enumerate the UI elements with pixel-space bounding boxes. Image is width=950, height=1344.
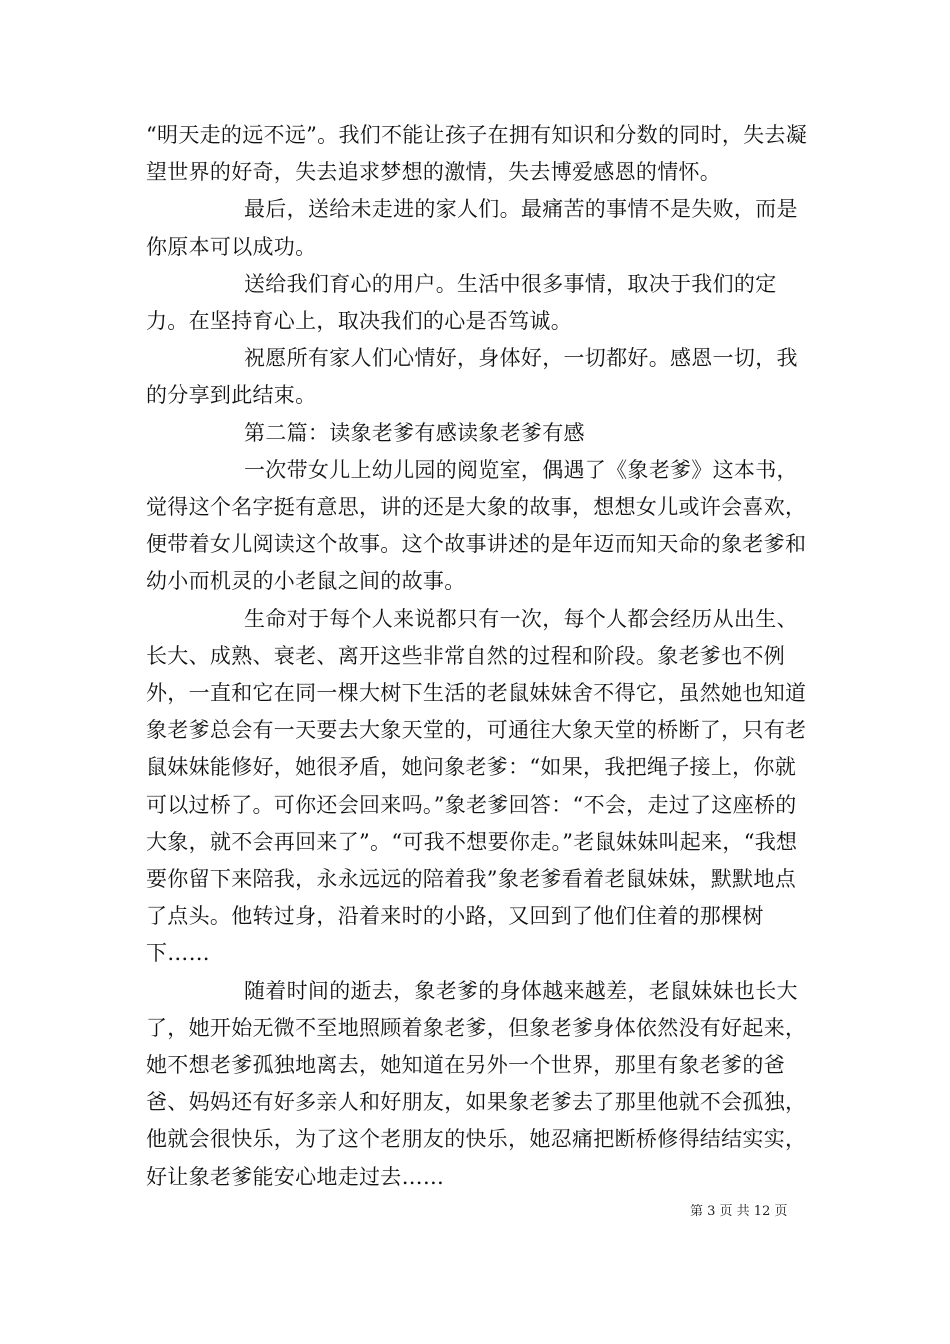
paragraph: 送给我们育心的用户。生活中很多事情，取决于我们的定力。在坚持育心上，取决我们的心是否笃诚。 [146,271,777,334]
paragraph: 最后，送给未走进的家人们。最痛苦的事情不是失败，而是你原本可以成功。 [146,197,798,259]
paragraph: 一次带女儿上幼儿园的阅览室，偶遇了《象老爹》这本书，觉得这个名字挺有意思，讲的还是大象的故事，想想女儿或许会喜欢，便带着女儿阅读这个故事。这个故事讲述的是年迈而知天命的象老爹和幼小而机灵的小老鼠之间的故事。 [146,457,807,594]
page-footer: 第 3 页 共 12 页 [690,1204,788,1219]
paragraph: 祝愿所有家人们心情好，身体好，一切都好。感恩一切，我的分享到此结束。 [146,346,798,408]
section-heading: 第二篇：读象老爹有感读象老爹有感 [244,420,585,445]
document-body [146,117,811,1196]
paragraph: 随着时间的逝去，象老爹的身体越来越差，老鼠妹妹也长大了，她开始无微不至地照顾着象老爹，但象老爹身体依然没有好起来，她不想老爹孤独地离去，她知道在另外一个世界，那里有象老爹的爸爸、妈妈还有好多亲人和好朋友，如果象老爹去了那里他就不会孤独，他就会很快乐，为了这个老朋友的快乐，她忍痛把断桥修得结结实实，好让象老爹能安心地走过去…… [146,978,807,1189]
paragraph: 生命对于每个人来说都只有一次，每个人都会经历从出生、长大、成熟、衰老、离开这些非常自然的过程和阶段。象老爹也不例外，一直和它在同一棵大树下生活的老鼠妹妹舍不得它，虽然她也知道象老爹总会有一天要去大象天堂的，可通往大象天堂的桥断了，只有老鼠妹妹能修好，她很矛盾，她问象老爹：“如果，我把绳子接上，你就可以过桥了。可你还会回来吗。”象老爹回答：“不会，走过了这座桥的大象，就不会再回来了”。“可我不想要你走。”老鼠妹妹叫起来，“我想要你留下来陪我，永永远远的陪着我”象老爹看着老鼠妹妹，默默地点了点头。他转过身，沿着来时的小路，又回到了他们住着的那棵树下…… [146,606,807,966]
paragraph: “明天走的远不远”。我们不能让孩子在拥有知识和分数的同时，失去凝望世界的好奇，失去追求梦想的激情，失去博爱感恩的情怀。 [146,123,808,185]
